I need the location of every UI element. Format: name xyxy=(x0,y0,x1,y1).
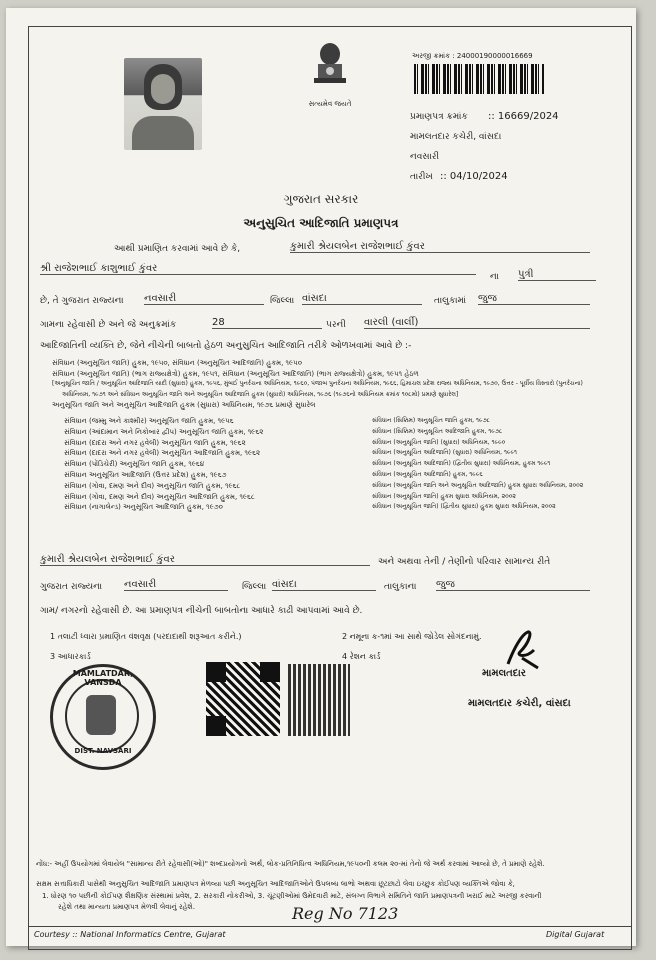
certificate-number: :: 16669/2024 xyxy=(488,111,559,122)
district-name-2: નવસારી xyxy=(124,579,228,591)
emblem-caption: સત્યમેવ જયતે xyxy=(308,100,352,108)
office-place: નવસારી xyxy=(410,152,440,162)
applicant-name: કુમારી શ્રેયલબેન રાજેશભાઈ કુંવર xyxy=(290,241,590,253)
order-item: સંવિધાન (અનુસૂચિત આદિજાતિ) (સુધારા) અધિનિયમ, ૧૯૯૧ xyxy=(372,449,517,457)
courtesy-text: Courtesy :: National Informatics Centre, Gujarat xyxy=(34,930,226,939)
district-label: જિલ્લા xyxy=(270,296,295,306)
signatory-office: મામલતદાર કચેરી, વાંસદા xyxy=(468,698,571,709)
taluka-name-2: વાંસદા xyxy=(272,579,376,591)
office-name: મામલતદાર કચેરી, વાંસદા xyxy=(410,132,502,142)
certificate-date: :: 04/10/2024 xyxy=(440,171,508,182)
qr-code-secondary xyxy=(288,664,350,736)
village-name-2: જુજ xyxy=(436,579,590,591)
qr-code xyxy=(206,662,280,736)
application-number: અરજી ક્રમાંક : 24000190000016669 xyxy=(412,52,533,60)
resident-text: ગામના રહેવાસી છે અને જે અનુક્રમાંક xyxy=(40,320,177,330)
govt-title: ગુજરાત સરકાર xyxy=(283,192,359,206)
seal-top-text: MAMLATDAR, VANSDA xyxy=(72,669,134,687)
order-item: સંવિધાન (પોંડિચેરી) અનુસૂચિત જાતિ હુકમ, ૧૯૬૪ xyxy=(64,460,205,469)
order-item: સંવિધાન (નાગાલેન્ડ) અનુસૂચિત આદિજાતિ હુકમ, ૧૯૭૦ xyxy=(64,503,223,512)
footer-note: નોંધ:- અહીં ઉપયોગમાં લેવાયેલ "સામાન્ય રીતે રહેવાસી(ઓ)" શબ્દપ્રયોગનો અર્થ, લોક-પ્રતિનિધિત્વ અધિનિયમ,૧૯૫૦ની કલમ ૨૦-માં તેનો જે અર્થ કરવામાં આવ્યો છે, તે પ્રમાણે રહેશે. xyxy=(36,860,545,868)
benefits-line-2: રહેશે તથા માન્યતા પ્રમાણપત્ર મેળવી લેવાનું રહેશે. xyxy=(58,903,196,911)
footer-rule xyxy=(28,926,632,927)
na-text: ના xyxy=(490,272,499,282)
seal-bottom-text: DIST. NAVSARI xyxy=(74,747,132,755)
order-line: અધિનિયમ, ૧૯૭૧ અને સંવિધાન અનુસૂચિત જાતિ અને અનુસૂચિત આદિજાતિ હુકમ (સુધારો) અધિનિયમ, ૧૯૭૬ (૧૯૭૬નો અધિનિયમ ક્રમાંક ૧૦૮મો) પ્રમાણે સુધારેલ] xyxy=(62,390,459,398)
authority-note: સક્ષમ સત્તાધિકારી પાસેથી અનુસુચિત આદિજાતિ પ્રમાણપત્ર મેળવ્યા પછી અનુસૂચિત આદિજાતિઓને ઉપલબ્ધ લાભો અથવા છૂટછાટો લેવા ઇચ્છુક કોઈપણ વ્યક્તિએ જોવા કે, xyxy=(36,880,515,888)
order-item: સંવિધાન (અનુસૂચિત જાતિ અને અનુસૂચિત આદિજાતિ) હુકમ સુધારા અધિનિયમ, ૨૦૦૨ xyxy=(372,481,584,489)
relation: પુત્રી xyxy=(518,269,596,281)
district-label-2: જિલ્લા xyxy=(242,582,267,592)
order-item: સંવિધાન (દાદરા અને નગર હવેલી) અનુસૂચિત આદિજાતિ હુકમ, ૧૯૬૨ xyxy=(64,449,261,458)
orders-top xyxy=(52,358,612,411)
certificate-no-label: પ્રમાણપત્ર ક્રમાંક xyxy=(410,112,468,122)
ashoka-emblem-icon xyxy=(306,40,354,100)
taluka-label-2: તાલુકાના xyxy=(384,582,417,592)
doc-item: 2 નમૂના ક-૧માં આ સાથે જોડેલ સોગંદનામું. xyxy=(342,632,482,641)
doc-item: 4 રેશન કાર્ડ xyxy=(342,652,381,661)
serial-number: 28 xyxy=(212,317,322,329)
mamlatdar-seal xyxy=(50,664,156,770)
order-item: સંવિધાન (જમ્મુ અને કાશ્મીર) અનુસૂચિત જાતિ હુકમ, ૧૯૫૬ xyxy=(64,417,234,425)
digital-gujarat-text: Digital Gujarat xyxy=(546,930,605,939)
barcode xyxy=(414,64,544,94)
taluka-name: વાંસદા xyxy=(302,293,422,305)
order-item: સંવિધાન (ગોવા, દમણ અને દીવ) અનુસૂચિત જાતિ હુકમ, ૧૯૬૮ xyxy=(64,481,241,490)
village-name: જુજ xyxy=(478,293,590,305)
date-label: તારીખ xyxy=(410,172,433,182)
doc-item: 3 આધારકાર્ડ xyxy=(50,652,91,661)
father-name: શ્રી રાજેશભાઈ કાશુભાઈ કુંવર xyxy=(40,263,476,275)
order-item: સંવિધાન અનુસૂચિત આદિજાતિ (ઉત્તર પ્રદેશ) હુકમ, ૧૯૬૭ xyxy=(64,470,227,479)
order-item: સંવિધાન (અનુસૂચિત આદિજાતિ) (દ્વિતીય સુધારા) અધિનિયમ, હુકમ ૧૯૯૧ xyxy=(372,460,551,468)
handwritten-reg-no: Reg No 7123 xyxy=(292,904,399,923)
signatory-title: મામલતદાર xyxy=(482,668,526,679)
order-item: સંવિધાન (સિક્કિમ) અનુસૂચિત આદિજાતિ હુકમ, ૧૯૭૮ xyxy=(372,427,503,435)
order-line: [અનુસૂચિત જાતિ / અનુસૂચિત આદિજાતિ યાદી (સુધારા) હુકમ, ૧૯૫૬, મુંબઈ પુનર્રચના અધિનિયમ, ૧૯૬૦, પંજાબ પુનર્રચના અધિનિયમ, ૧૯૬૬, હિમાચલ પ્રદેશ રાજ્ય અધિનિયમ, ૧૯૭૦, ઉત્તર - પૂર્વીય વિસ્તારો (પુનર્રચના) xyxy=(52,380,583,387)
district-name: નવસારી xyxy=(144,293,264,305)
parti-text: પરની xyxy=(326,320,346,330)
tribe-statement: આદિજાતિની વ્યક્તિ છે, જેને નીચેની બાબતો હેઠળ અનુસુચિત આદિજાતિ તરીકે ઓળખવામાં આવે છે :- xyxy=(40,341,412,351)
certificate-title: અનુસુચિત આદિજાતિ પ્રમાણપત્ર xyxy=(243,216,399,230)
benefits-line-1: 1. ધોરણ ૧૦ પછીની કોઈપણ શૈક્ષણિક સંસ્થામાં પ્રવેશ, 2. સરકારી નોકરીઓ, 3. ચૂંટણીઓમાં ઉમેદવારી માટે, સંલગ્ન વિભાગે સમિતિને જાતિ પ્રમાણપત્રની ખરાઈ માટે અરજી કરવાની xyxy=(42,892,542,900)
order-item: સંવિધાન (અનુસૂચિત જાતિ) (સુધારા) અધિનિયમ, ૧૯૯૦ xyxy=(372,438,506,446)
order-item: સંવિધાન (આંદામાન અને નિકોબાર દ્વીપ) અનુસૂચિત જાતિ હુકમ, ૧૯૬૨ xyxy=(64,427,264,436)
order-item: સંવિધાન (દાદરા અને નગર હવેલી) અનુસૂચિત જાતિ હુકમ, ૧૯૬૨ xyxy=(64,438,246,447)
certificate-page xyxy=(6,8,636,946)
order-item: સંવિધાન (સિક્કિમ) અનુસૂચિત જાતિ હુકમ, ૧૯૭૮ xyxy=(372,417,490,424)
order-item: સંવિધાન (અનુસૂચિત જાતિ) હુકમ સુધારા અધિનિયમ, ૨૦૦૨ xyxy=(372,492,516,500)
order-item: સંવિધાન (અનુસૂચિત જાતિ) (દ્વિતીય સુધારા) હુકમ સુધારા અધિનિયમ, ૨૦૦૨ xyxy=(372,503,556,511)
order-item: સંવિધાન (અનુસૂચિત આદિજાતિ) હુકમ, ૧૯૯૬ xyxy=(372,470,483,478)
doc-item: 1 તલાટી ધ્વારા પ્રમાણિત વંશવૃક્ષ (પરદાદાથી શરૂઆત કરીને.) xyxy=(50,632,242,641)
order-line: સંવિધાન (અનુસૂચિત જાતિ) હુકમ, ૧૯૫૦, સંવિધાન (અનુસૂચિત આદિજાતિ) હુકમ, ૧૯૫૦ xyxy=(52,359,302,367)
taluka-label: તાલુકામાં xyxy=(434,296,467,306)
state-text: છે, તે ગુજરાત રાજ્યના xyxy=(40,296,124,306)
order-line: અનુસૂચિત જાતિ અને અનુસૂચિત આદિજાતિ હુકમ (સુધારા) અધિનિયમ, ૧૯૭૬ પ્રમાણે સુધારેલ xyxy=(52,401,316,409)
orders-right xyxy=(372,416,622,513)
basis-text: ગામ/ નગરનો રહેવાસી છે. આ પ્રમાણપત્ર નીચેની બાબતોના આધારે કાઢી આપવામાં આવે છે. xyxy=(40,606,363,616)
tribe-name: વારલી (વાર્લી) xyxy=(364,317,590,329)
orders-left xyxy=(64,416,354,513)
applicant-name-2: કુમારી શ્રેયલબેન રાજેશભાઈ કુંવર xyxy=(40,554,370,566)
order-line: સંવિધાન (અનુસૂચિત જાતિ) (ભાગ રાજ્યક્ષેત્રો) હુકમ, ૧૯૫૧, સંવિધાન (અનુસૂચિત આદિજાતિ) (ભાગ રાજ્યક્ષેત્રો) હુકમ, ૧૯૫૧ હેઠળ xyxy=(52,369,419,378)
order-item: સંવિધાન (ગોવા, દમણ અને દીવ) અનુસૂચિત આદિજાતિ હુકમ, ૧૯૬૮ xyxy=(64,492,255,501)
applicant-photo xyxy=(124,58,202,150)
state-text-2: ગુજરાત રાજ્યના xyxy=(40,582,103,592)
certify-text: આથી પ્રમાણિત કરવામાં આવે છે કે, xyxy=(114,244,241,254)
family-text: અને અથવા તેની / તેણીનો પરિવાર સામાન્ય રીતે xyxy=(378,557,551,567)
